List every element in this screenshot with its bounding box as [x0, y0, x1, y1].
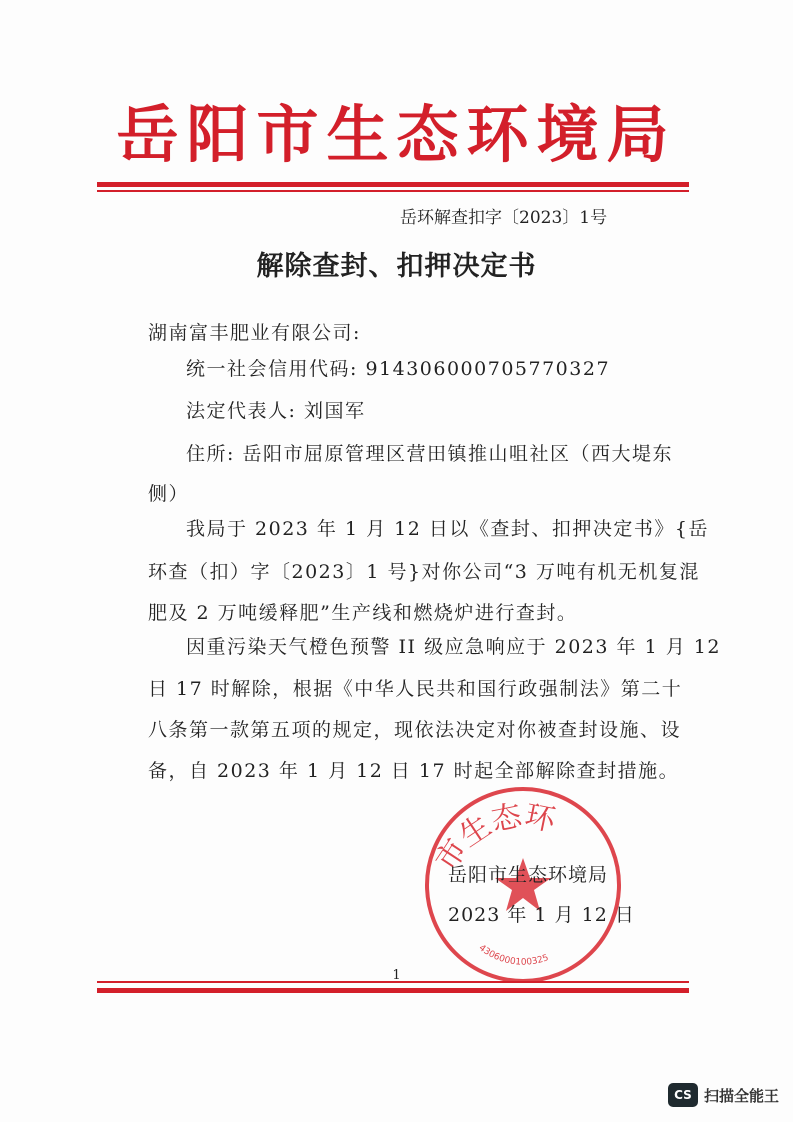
paragraph-line: 我局于 2023 年 1 月 12 日以《查封、扣押决定书》{岳 — [186, 518, 709, 540]
page-number: 1 — [392, 968, 401, 983]
paragraph-line: 备，自 2023 年 1 月 12 日 17 时起全部解除查封措施。 — [148, 760, 680, 782]
paragraph-line: 八条第一款第五项的规定，现依法决定对你被查封设施、设 — [148, 719, 682, 741]
footer-rule-thick — [97, 988, 689, 993]
svg-text:市生态环: 市生态环 — [428, 798, 559, 878]
address-line: 住所: 岳阳市屈原管理区营田镇推山咀社区（西大堤东 — [186, 443, 673, 465]
svg-text:4306000100325: 4306000100325 — [476, 943, 551, 968]
issuer-signature: 岳阳市生态环境局 — [448, 864, 609, 886]
paragraph-line: 环查（扣）字〔2023〕1 号}对你公司“3 万吨有机无机复混 — [148, 561, 700, 583]
scanner-watermark — [668, 1082, 779, 1108]
issue-date: 2023 年 1 月 12 日 — [448, 904, 635, 926]
document-title: 解除查封、扣押决定书 — [256, 251, 537, 282]
recipient: 湖南富丰肥业有限公司: — [148, 322, 361, 344]
paragraph-line: 日 17 时解除，根据《中华人民共和国行政强制法》第二十 — [148, 678, 683, 700]
legal-representative-line: 法定代表人: 刘国军 — [186, 400, 366, 422]
scanner-app-name: 扫描全能王 — [703, 1086, 779, 1105]
address-line-continued: 侧） — [148, 483, 190, 505]
letterhead-rule-thin — [97, 190, 689, 192]
document-number: 岳环解查扣字〔2023〕1号 — [400, 208, 608, 228]
letterhead-title: 岳阳市生态环境局 — [116, 98, 677, 171]
letterhead-rule-thick — [97, 182, 689, 187]
paragraph-line: 肥及 2 万吨缓释肥”生产线和燃烧炉进行查封。 — [148, 602, 578, 624]
camscanner-logo-icon: CS — [668, 1083, 698, 1107]
paragraph-line: 因重污染天气橙色预警 II 级应急响应于 2023 年 1 月 12 — [186, 636, 721, 658]
credit-code-line: 统一社会信用代码: 914306000705770327 — [186, 358, 611, 380]
